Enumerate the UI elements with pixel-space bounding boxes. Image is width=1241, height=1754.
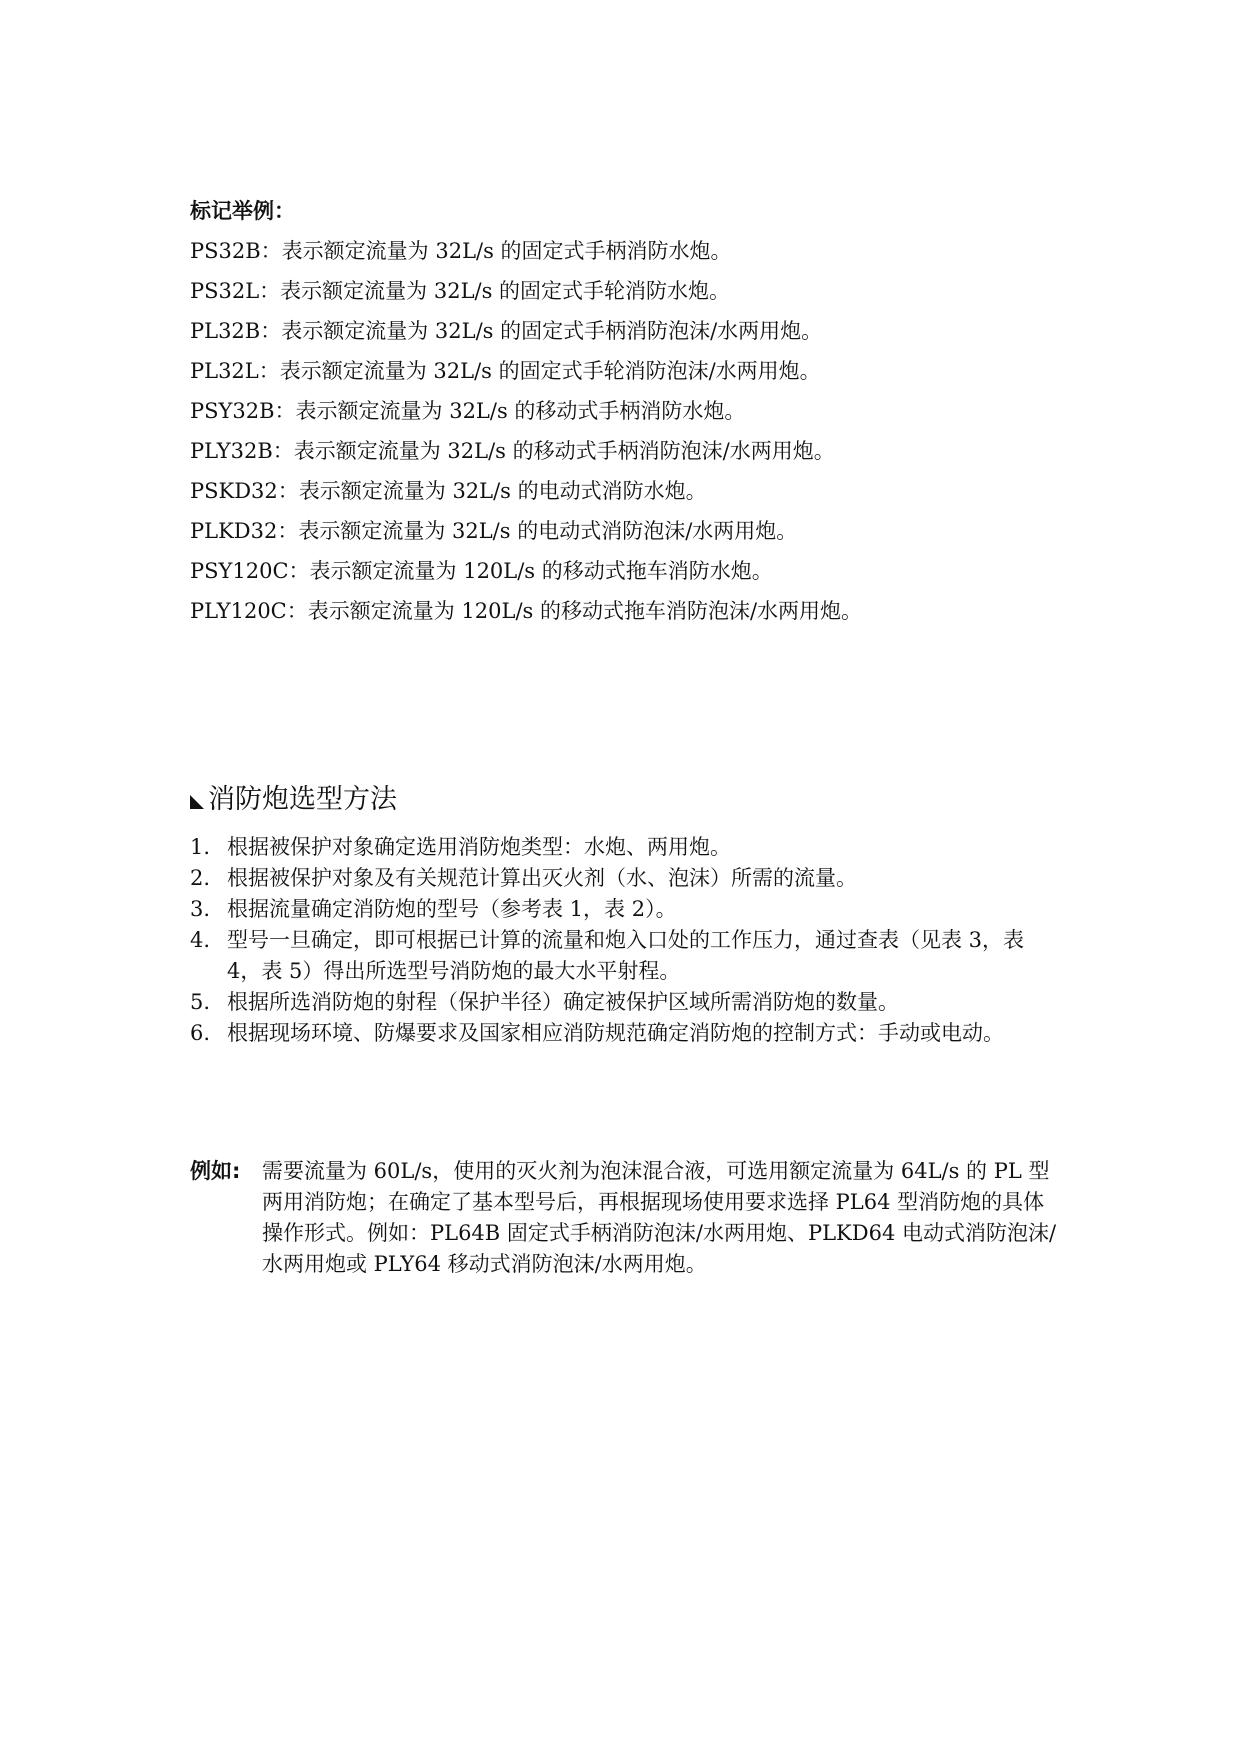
example-line: PL32L：表示额定流量为 32L/s 的固定式手轮消防泡沫/水两用炮。 [190,359,821,383]
example-line: PSY32B：表示额定流量为 32L/s 的移动式手柄消防水炮。 [190,399,746,423]
step-number: 6. [190,1021,211,1045]
marking-examples-title: 标记举例： [190,199,295,223]
step-number: 4. [190,928,211,952]
example-line: PSKD32：表示额定流量为 32L/s 的电动式消防水炮。 [190,479,707,503]
example-line: PSY120C：表示额定流量为 120L/s 的移动式拖车消防水炮。 [190,559,773,583]
example-paragraph [190,1156,1060,1280]
section-title: 消防炮选型方法 [208,784,397,815]
step-number: 2. [190,866,211,890]
step-number: 5. [190,990,211,1014]
list-item [190,925,1060,987]
step-number: 1. [190,835,211,859]
step-number: 3. [190,897,211,921]
step-text: 根据被保护对象确定选用消防炮类型：水炮、两用炮。 [227,835,731,859]
list-item [190,863,1060,894]
marking-examples [190,196,1090,626]
list-item [190,894,1060,925]
list-item [190,987,1060,1018]
list-item [190,1018,1060,1049]
example-line: PLY120C：表示额定流量为 120L/s 的移动式拖车消防泡沫/水两用炮。 [190,599,863,623]
step-text: 根据被保护对象及有关规范计算出灭火剂（水、泡沫）所需的流量。 [227,866,857,890]
example-line: PL32B：表示额定流量为 32L/s 的固定式手柄消防泡沫/水两用炮。 [190,319,823,343]
step-text: 型号一旦确定，即可根据已计算的流量和炮入口处的工作压力，通过查表（见表 3，表 4，表 5）得出所选型号消防炮的最大水平射程。 [227,928,1025,983]
step-text: 根据现场环境、防爆要求及国家相应消防规范确定消防炮的控制方式：手动或电动。 [227,1021,1004,1045]
list-item [190,832,1060,863]
selection-steps [190,832,1060,1049]
step-text: 根据所选消防炮的射程（保护半径）确定被保护区域所需消防炮的数量。 [227,990,899,1014]
step-text: 根据流量确定消防炮的型号（参考表 1，表 2）。 [227,897,677,921]
triangle-icon [190,795,204,809]
example-line: PS32B：表示额定流量为 32L/s 的固定式手柄消防水炮。 [190,239,732,263]
section-heading [190,780,397,820]
example-text: 需要流量为 60L/s，使用的灭火剂为泡沫混合液，可选用额定流量为 64L/s 的 PL 型两用消防炮；在确定了基本型号后，再根据现场使用要求选择 PL64 型消防炮的具体操作形式。例如：PL64B 固定式手柄消防泡沫/水两用炮、PLKD64 电动式消防泡沫/水两用炮或 PLY64 移动式消防泡沫/水两用炮。 [262,1159,1057,1276]
example-label: 例如: [190,1159,241,1183]
example-line: PLKD32：表示额定流量为 32L/s 的电动式消防泡沫/水两用炮。 [190,519,798,543]
example-line: PLY32B：表示额定流量为 32L/s 的移动式手柄消防泡沫/水两用炮。 [190,439,835,463]
example-line: PS32L：表示额定流量为 32L/s 的固定式手轮消防水炮。 [190,279,731,303]
